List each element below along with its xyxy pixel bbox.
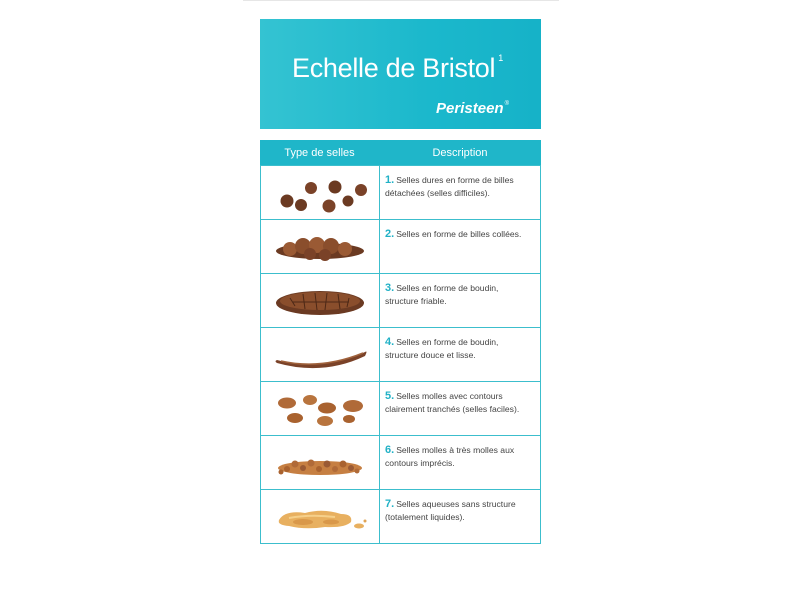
table-row (260, 327, 541, 381)
table-row (260, 165, 541, 219)
stool-image-cell (261, 436, 380, 489)
lumpy-sausage-icon (265, 222, 375, 272)
page-title: Echelle de Bristol $^1$ (292, 53, 503, 83)
table-row (260, 435, 541, 489)
top-divider (243, 0, 559, 1)
header-type: Type de selles (284, 146, 355, 159)
watery-icon (265, 492, 375, 542)
row-description: 3. Selles en forme de boudin, structure friable. (385, 282, 499, 306)
mushy-pieces-icon (265, 438, 375, 488)
stool-image-cell (261, 328, 380, 381)
row-description: 6. Selles molles à très molles aux contours imprécis. (385, 444, 515, 468)
soft-blobs-icon (265, 384, 375, 434)
bristol-table (260, 140, 541, 544)
header-banner (260, 19, 541, 129)
brand-logo: Peristeen® (436, 100, 509, 117)
table-row (260, 219, 541, 273)
row-description: 1. Selles dures en forme de billes détachées (selles difficiles). (385, 174, 514, 198)
row-description: 4. Selles en forme de boudin, structure douce et lisse. (385, 336, 499, 360)
stool-image-cell (261, 220, 380, 273)
table-row (260, 273, 541, 327)
stool-image-cell (261, 490, 380, 543)
cracked-sausage-icon (265, 276, 375, 326)
row-description: 2. Selles en forme de billes collées. (385, 228, 522, 240)
header-description: Description (432, 146, 488, 159)
stool-image-cell (261, 382, 380, 435)
stool-image-cell (261, 274, 380, 327)
table-header (260, 140, 541, 165)
row-description: 7. Selles aqueuses sans structure (totalement liquides). (385, 498, 516, 522)
separate-hard-lumps-icon (265, 168, 375, 218)
stool-image-cell (261, 166, 380, 219)
smooth-sausage-icon (265, 330, 375, 380)
table-row (260, 381, 541, 435)
table-row (260, 489, 541, 543)
row-description: 5. Selles molles avec contours clairement tranchés (selles faciles). (385, 390, 520, 414)
